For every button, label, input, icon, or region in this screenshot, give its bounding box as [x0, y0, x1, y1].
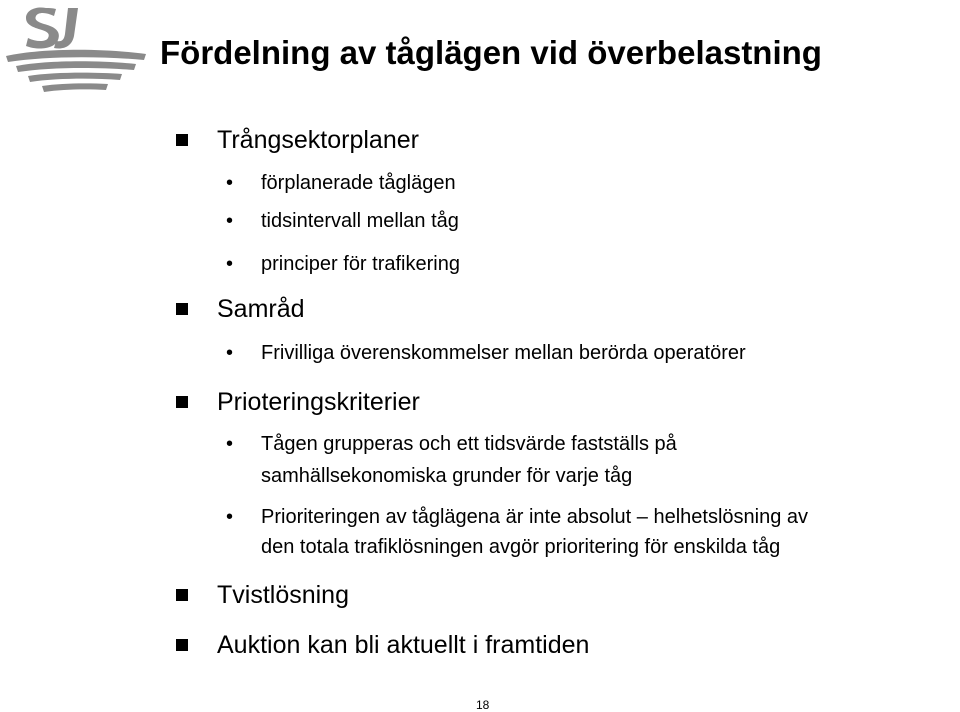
sub-bullet-text: den totala trafiklösningen avgör prioritering för enskilda tåg	[261, 536, 781, 558]
bullet-dot-icon: •	[226, 210, 234, 232]
sub-bullet-text: Prioriteringen av tåglägena är inte absolut – helhetslösning av	[261, 506, 809, 528]
square-bullet-icon	[176, 639, 188, 651]
slide-title: Fördelning av tåglägen vid överbelastning	[160, 34, 822, 71]
section-heading: Samråd	[217, 295, 305, 323]
bullet-dot-icon: •	[226, 433, 234, 455]
bullet-dot-icon: •	[226, 172, 234, 194]
sub-bullet-text: samhällsekonomiska grunder för varje tåg	[261, 465, 633, 487]
square-bullet-icon	[176, 396, 188, 408]
sj-logo-mark	[6, 7, 146, 92]
section-heading: Tvistlösning	[217, 581, 349, 609]
sub-bullet-text: förplanerade tåglägen	[261, 172, 456, 194]
sub-bullet-text: Frivilliga överenskommelser mellan berörda operatörer	[261, 342, 746, 364]
sub-bullet-text: principer för trafikering	[261, 253, 460, 275]
section-heading: Auktion kan bli aktuellt i framtiden	[217, 631, 590, 659]
square-bullet-icon	[176, 303, 188, 315]
sj-logo	[2, 2, 150, 102]
bullet-dot-icon: •	[226, 253, 234, 275]
bullet-dot-icon: •	[226, 506, 234, 528]
sub-bullet-text: Tågen grupperas och ett tidsvärde fastställs på	[261, 433, 677, 455]
section-heading: Prioteringskriterier	[217, 388, 420, 416]
square-bullet-icon	[176, 134, 188, 146]
page-number: 18	[476, 698, 490, 712]
sub-bullet-text: tidsintervall mellan tåg	[261, 210, 459, 232]
bullet-dot-icon: •	[226, 342, 234, 364]
section-heading: Trångsektorplaner	[217, 126, 419, 154]
square-bullet-icon	[176, 589, 188, 601]
